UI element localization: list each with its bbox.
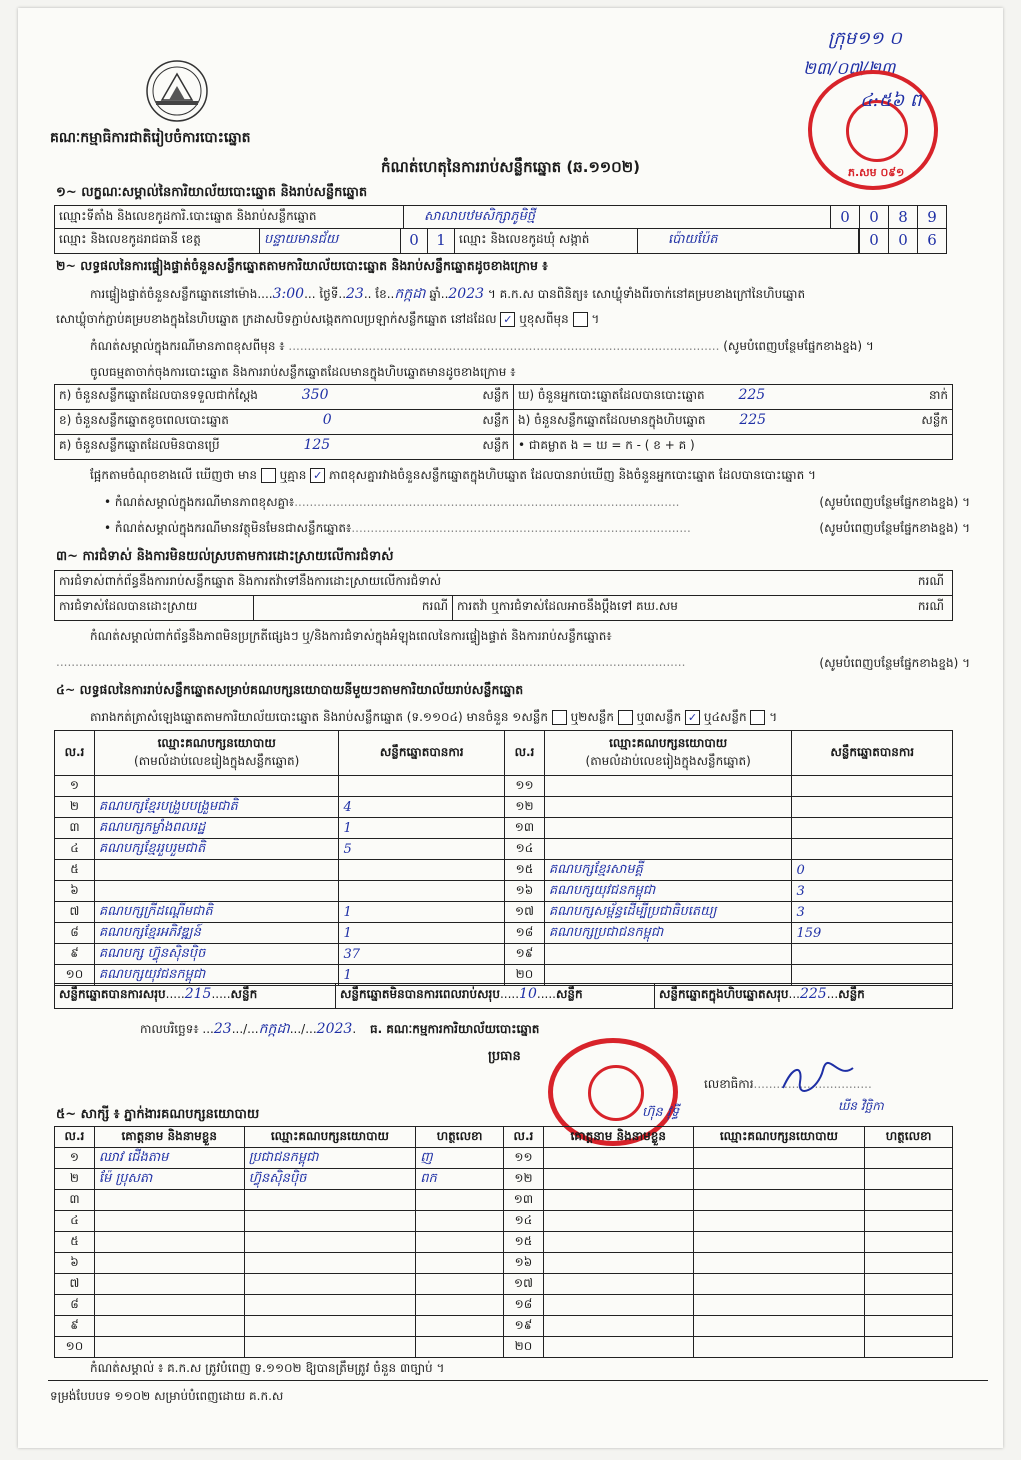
result-row xyxy=(55,881,505,902)
witness-row xyxy=(504,1211,953,1232)
witness-name xyxy=(543,1190,693,1211)
valid-votes: 37 xyxy=(339,944,505,965)
party-name xyxy=(94,860,339,881)
witness-row xyxy=(504,1253,953,1274)
secretary-line: លេខាធិការ............................... xyxy=(704,1077,872,1091)
witness-party xyxy=(693,1274,865,1295)
col-no: ល.រ xyxy=(55,1127,95,1148)
party-name: គណបក្សយុវជនកម្ពុជា xyxy=(94,965,339,986)
stamp-code: ភ.សម ០៩១ xyxy=(848,166,905,179)
witness-signature xyxy=(865,1337,953,1358)
party-name: គណបក្សខ្មែរសាមគ្គី xyxy=(544,860,792,881)
form-footer: ទម្រង់បែបបទ ១១០២ សម្រាប់បំពេញដោយ គ.ក.ស xyxy=(50,1389,284,1403)
has-difference-checkbox[interactable] xyxy=(261,468,276,483)
irregularities-note: កំណត់សម្គាល់ពាក់ព័ន្ធនឹងភាពមិនប្រក្រតីផ្សេងៗ ឬ/និងការជំទាស់ក្នុងអំឡុងពេលនៃការផ្ទៀងផ្ទាត់ និងការរាប់សន្លឹកឆ្នោត៖ xyxy=(90,629,612,643)
witness-row xyxy=(504,1148,953,1169)
col-no: ល.រ xyxy=(505,731,545,776)
result-row xyxy=(55,776,505,797)
date-year: 2023 xyxy=(316,1021,353,1037)
nec-emblem-icon xyxy=(136,54,218,128)
date-line: កាលបរិច្ឆេទ៖ ...23.../...កក្កដា.../...2023. ធ. គណៈកម្មការការិយាល័យបោះឆ្នោត xyxy=(140,1021,540,1037)
row-number: ១៤ xyxy=(504,1211,544,1232)
result-row xyxy=(55,902,505,923)
witness-name xyxy=(94,1337,244,1358)
valid-votes: 3 xyxy=(792,902,953,923)
verification-year-label: ឆ្នាំ xyxy=(429,287,441,301)
witness-party xyxy=(693,1232,865,1253)
witness-signature xyxy=(416,1295,504,1316)
witness-party xyxy=(244,1295,416,1316)
row-number: ៤ xyxy=(55,839,95,860)
row-number: ២០ xyxy=(505,965,545,986)
appeals-row: ការតវ៉ា ឬការជំទាស់ដែលអាចនឹងប្តឹងទៅ គឃ.សម ករណី xyxy=(452,595,953,621)
witness-row xyxy=(55,1337,504,1358)
unused-ballots-value: 125 xyxy=(303,437,331,453)
witness-party xyxy=(693,1253,865,1274)
witness-signature xyxy=(865,1295,953,1316)
verification-day-label: ថ្ងៃទី xyxy=(319,287,339,301)
witness-party xyxy=(693,1295,865,1316)
received-date: ២៣/០៧/២៣ xyxy=(803,59,896,79)
valid-votes: 159 xyxy=(792,923,953,944)
party-name xyxy=(544,776,792,797)
row-number: ៧ xyxy=(55,1274,95,1295)
row-number: ១៧ xyxy=(505,902,545,923)
witness-party xyxy=(244,1316,416,1337)
witness-signature xyxy=(865,1232,953,1253)
difference-note: • កំណត់សម្គាល់ក្នុងករណីមានភាពខុសគ្នា៖..................................................................................................... (សូមបំពេញបន្ថែមផ្នែកខាងខ្នង) ។ xyxy=(104,495,970,509)
witness-party xyxy=(693,1190,865,1211)
result-row xyxy=(505,902,953,923)
valid-votes xyxy=(792,797,953,818)
resolved-objections-label: ការជំទាស់ដែលបានដោះស្រាយ xyxy=(54,595,254,621)
seal-check-line: សោឃ្លុំចាក់ភ្ជាប់គម្របខាងក្នុងនៃហិបឆ្នោត ក្រដាសបិទភ្ជាប់សង្កេតកាលប្រឡាក់សន្លឹកឆ្នោត នៅដដែល ✓ ឬខុសពីមុន ។ xyxy=(56,312,600,326)
party-name xyxy=(94,881,339,902)
party-name xyxy=(544,944,792,965)
verification-time: 3:00 xyxy=(272,286,305,302)
result-row xyxy=(55,797,505,818)
result-row xyxy=(505,797,953,818)
row-number: ១ xyxy=(55,1148,95,1169)
row-number: ១០ xyxy=(55,1337,95,1358)
col-no: ល.រ xyxy=(504,1127,544,1148)
row-number: ៧ xyxy=(55,902,95,923)
row-number: ១១ xyxy=(504,1148,544,1169)
row-number: ១៥ xyxy=(504,1232,544,1253)
witness-signature xyxy=(416,1274,504,1295)
party-name: គណបក្សខ្មែរអភិវឌ្ឍន៍ xyxy=(94,923,339,944)
fill-back-note: (សូមបំពេញបន្ថែមផ្នែកខាងខ្នង) ។ xyxy=(723,339,874,353)
unused-ballots-row: គ) ចំនួនសន្លឹកឆ្នោតដែលមិនបានប្រើ 125 សន្លឹក xyxy=(54,434,514,460)
row-number: ៥ xyxy=(55,1232,95,1253)
party-name xyxy=(544,839,792,860)
row-number: ១៦ xyxy=(504,1253,544,1274)
witness-party: ប្រជាជនកម្ពុជា xyxy=(244,1148,416,1169)
valid-votes: 1 xyxy=(339,902,505,923)
row-number: ១១ xyxy=(505,776,545,797)
row-number: ១៥ xyxy=(505,860,545,881)
commune-code-digit: 6 xyxy=(917,228,947,254)
total-valid-value: 215 xyxy=(184,986,212,1002)
row-number: ១៨ xyxy=(504,1295,544,1316)
valid-votes xyxy=(792,776,953,797)
party-name: គណបក្សប្រជាជនកម្ពុជា xyxy=(544,923,792,944)
changed-checkbox[interactable] xyxy=(573,312,588,327)
valid-votes: 1 xyxy=(339,818,505,839)
witness-signature xyxy=(865,1274,953,1295)
valid-votes: 4 xyxy=(339,797,505,818)
location-code-digit: 0 xyxy=(830,205,860,229)
row-number: ៩ xyxy=(55,944,95,965)
result-row xyxy=(55,818,505,839)
witness-name xyxy=(94,1316,244,1337)
witness-signature xyxy=(416,1190,504,1211)
verification-year: 2023 xyxy=(448,286,485,302)
unchanged-checkbox[interactable]: ✓ xyxy=(500,312,515,327)
secretary-signature-icon xyxy=(778,1060,858,1096)
valid-votes xyxy=(339,776,505,797)
witness-signature: ពក xyxy=(416,1169,504,1190)
col-party: ឈ្មោះគណបក្សនយោបាយ xyxy=(693,1127,865,1148)
province-code-digit: 1 xyxy=(427,228,455,254)
date-month: កក្កដា xyxy=(258,1021,290,1037)
row-number: ១០ xyxy=(55,965,95,986)
location-label: ឈ្មោះទីតាំង និងលេខកូដការិ.បោះឆ្នោត និងរាប់សន្លឹកឆ្នោត xyxy=(54,205,404,229)
chair-name: ហ៊ុន វុទ្ធី xyxy=(642,1105,680,1120)
result-row xyxy=(505,881,953,902)
witness-signature xyxy=(865,1253,953,1274)
row-number: ៩ xyxy=(55,1316,95,1337)
chair-label: ប្រធាន xyxy=(488,1049,521,1064)
party-name: គណបក្សក្រីដណ្តើមជាតិ xyxy=(94,902,339,923)
witness-row xyxy=(55,1169,504,1190)
witness-signature xyxy=(865,1211,953,1232)
section1-heading: ១~ លក្ខណៈសម្គាល់នៃការិយាល័យបោះឆ្នោត និងរាប់សន្លឹកឆ្នោត xyxy=(56,185,368,200)
date-day: 23 xyxy=(213,1021,232,1037)
difference-note-label: កំណត់សម្គាល់ក្នុងករណីមានភាពខុសពីមុន ៖ xyxy=(90,339,285,353)
witness-row xyxy=(55,1295,504,1316)
witness-row xyxy=(504,1190,953,1211)
witness-party xyxy=(244,1253,416,1274)
party-name: គណបក្សយុវជនកម្ពុជា xyxy=(544,881,792,902)
spoiled-ballots-row: ខ) ចំនួនសន្លឹកឆ្នោតខូចពេលបោះឆ្នោត 0 សន្លឹក xyxy=(54,409,514,435)
location-code-digit: 9 xyxy=(917,205,947,229)
result-row xyxy=(55,839,505,860)
commune-label: ឈ្មោះ និងលេខកូដឃុំ សង្កាត់ xyxy=(454,228,638,254)
witness-name: ឈាវ ជើងតាម xyxy=(94,1148,244,1169)
witness-party xyxy=(693,1211,865,1232)
result-row xyxy=(55,860,505,881)
witness-row xyxy=(55,1232,504,1253)
document-title: កំណត់ហេតុនៃការរាប់សន្លឹកឆ្នោត (ឆ.១១០២) xyxy=(380,158,640,176)
row-number: ៣ xyxy=(55,818,95,839)
witness-row xyxy=(55,1190,504,1211)
col-votes: សន្លឹកឆ្នោតបានការ xyxy=(792,731,953,776)
irregularities-note-line: ..................................................................................................................................................................... (សូមបំពេញបន្ថែមផ្នែកខាងខ្នង) ។ xyxy=(56,655,970,670)
witness-row xyxy=(55,1148,504,1169)
location-value: សាលាបឋមសិក្សាភូមិថ្មី xyxy=(403,205,831,229)
row-number: ៨ xyxy=(55,923,95,944)
document-page xyxy=(18,8,1003,1448)
col-name: គោត្តនាម និងនាមខ្លួន xyxy=(543,1127,693,1148)
difference-note-line: កំណត់សម្គាល់ក្នុងករណីមានភាពខុសពីមុន ៖ ................................................................................................................. (សូមបំពេញបន្ថែមផ្នែកខាងខ្នង) ។ xyxy=(90,339,874,353)
two-sheets-checkbox[interactable] xyxy=(618,710,633,725)
witness-signature xyxy=(416,1232,504,1253)
witness-row xyxy=(55,1274,504,1295)
row-number: ១២ xyxy=(505,797,545,818)
witness-name xyxy=(543,1316,693,1337)
received-ballots-row: ក) ចំនួនសន្លឹកឆ្នោតដែលបានទទួលជាក់ស្តែង 350 សន្លឹក xyxy=(54,384,514,410)
witness-name xyxy=(94,1253,244,1274)
commune-code-digit: 0 xyxy=(888,228,918,254)
row-number: ១៩ xyxy=(505,944,545,965)
valid-votes xyxy=(339,881,505,902)
party-name xyxy=(544,818,792,839)
total-valid-row: សន្លឹកឆ្នោតបានការសរុប.....215.....សន្លឹក xyxy=(54,983,336,1009)
valid-votes: 1 xyxy=(339,923,505,944)
row-number: ៣ xyxy=(55,1190,95,1211)
valid-votes: 3 xyxy=(792,881,953,902)
row-number: ២ xyxy=(55,1169,95,1190)
no-difference-checkbox[interactable]: ✓ xyxy=(310,468,325,483)
commune-value: ប៉ោយប៉ែត xyxy=(637,228,859,254)
witness-party xyxy=(244,1190,416,1211)
witness-signature xyxy=(865,1169,953,1190)
valid-votes xyxy=(339,860,505,881)
verification-text: ។ គ.ក.ស បានពិនិត្យ៖ សោឃ្លុំទាំងពីរចាក់នៅគម្របខាងក្រៅនៃហិបឆ្នោត xyxy=(487,287,806,301)
witness-party xyxy=(244,1274,416,1295)
committee-label: ធ. គណៈកម្មការការិយាល័យបោះឆ្នោត xyxy=(369,1022,540,1036)
row-number: ៤ xyxy=(55,1211,95,1232)
results-table-left xyxy=(54,730,505,986)
province-value: បន្ទាយមានជ័យ xyxy=(259,228,401,254)
witness-name xyxy=(543,1253,693,1274)
verification-day: 23 xyxy=(346,286,364,302)
valid-votes xyxy=(792,839,953,860)
row-number: ២០ xyxy=(504,1337,544,1358)
ballots-in-box-row: ង) ចំនួនសន្លឹកឆ្នោតដែលមានក្នុងហិបឆ្នោត 225 សន្លឹក xyxy=(513,409,953,435)
row-number: ២ xyxy=(55,797,95,818)
col-votes: សន្លឹកឆ្នោតបានការ xyxy=(339,731,505,776)
location-code-digit: 0 xyxy=(859,205,889,229)
witness-row xyxy=(504,1274,953,1295)
witness-party xyxy=(244,1211,416,1232)
col-party: ឈ្មោះគណបក្សនយោបាយ xyxy=(244,1127,416,1148)
witness-name xyxy=(543,1148,693,1169)
organization-name: គណៈកម្មាធិការជាតិរៀបចំការបោះឆ្នោត xyxy=(50,130,251,146)
col-name: គោត្តនាម និងនាមខ្លួន xyxy=(94,1127,244,1148)
result-row xyxy=(505,923,953,944)
objections-row: ការជំទាស់ពាក់ព័ន្ធនឹងការរាប់សន្លឹកឆ្នោត និងការតវ៉ាទៅនឹងការដោះស្រាយលើការជំទាស់ ករណី xyxy=(54,570,953,596)
row-number: ១៣ xyxy=(505,818,545,839)
row-number: ១៤ xyxy=(505,839,545,860)
witness-party xyxy=(693,1169,865,1190)
witness-row xyxy=(504,1295,953,1316)
witness-party xyxy=(244,1337,416,1358)
total-invalid-row: សន្លឹកឆ្នោតមិនបានការពេលរាប់សរុប.....10.....សន្លឹក xyxy=(335,983,655,1009)
received-note: ក្រុម១១ ០ xyxy=(828,28,902,49)
received-time: ៤:៥៦ ព xyxy=(860,90,922,111)
witness-party xyxy=(693,1316,865,1337)
witness-table-right xyxy=(503,1126,953,1358)
verification-line: ការផ្ទៀងផ្ទាត់ចំនួនសន្លឹកឆ្នោតនៅម៉ោង....3:00... ថ្ងៃទី..23.. ខែ..កក្កដា ឆ្នាំ..2023 ។ គ.ក.ស បានពិនិត្យ៖ សោឃ្លុំទាំងពីរចាក់នៅគម្របខាងក្រៅនៃហិបឆ្នោត xyxy=(90,286,806,302)
witness-signature: ញ xyxy=(416,1148,504,1169)
total-invalid-value: 10 xyxy=(519,986,537,1002)
result-row xyxy=(55,923,505,944)
valid-votes: 5 xyxy=(339,839,505,860)
witness-signature xyxy=(865,1316,953,1337)
col-sign: ហត្ថលេខា xyxy=(865,1127,953,1148)
received-ballots-value: 350 xyxy=(301,387,329,403)
province-label: ឈ្មោះ និងលេខកូដរាជធានី ខេត្ត xyxy=(54,228,260,254)
witness-row xyxy=(55,1253,504,1274)
witness-table-left xyxy=(54,1126,504,1358)
witness-name xyxy=(543,1274,693,1295)
valid-votes: 0 xyxy=(792,860,953,881)
col-party: ឈ្មោះគណបក្សនយោបាយ (តាមលំដាប់លេខរៀងក្នុងសន្លឹកឆ្នោត) xyxy=(94,731,339,776)
party-name: គណបក្សខ្មែរបង្រួបបង្រួមជាតិ xyxy=(94,797,339,818)
witness-name xyxy=(543,1337,693,1358)
valid-votes xyxy=(792,944,953,965)
row-number: ១៣ xyxy=(504,1190,544,1211)
witness-signature xyxy=(416,1211,504,1232)
witness-row xyxy=(504,1337,953,1358)
party-name: គណបក្សកម្លាំងពលរដ្ឋ xyxy=(94,818,339,839)
witness-name xyxy=(543,1169,693,1190)
witness-name xyxy=(543,1232,693,1253)
row-number: ៨ xyxy=(55,1295,95,1316)
ballots-in-box-value: 225 xyxy=(739,412,767,428)
row-number: ១២ xyxy=(504,1169,544,1190)
voters-value: 225 xyxy=(738,387,766,403)
party-name xyxy=(544,797,792,818)
row-number: ១៨ xyxy=(505,923,545,944)
results-table-right xyxy=(504,730,953,986)
tally-sheet-count: តារាងកត់ត្រាសំឡេងឆ្នោតតាមការិយាល័យបោះឆ្នោត និងរាប់សន្លឹកឆ្នោត (ទ.១១០៤) មានចំនួន ១សន្លឹក ឬ២សន្លឹក ឬ៣សន្លឹក ✓ ឬ៤សន្លឹក ។ xyxy=(90,710,778,724)
seal-check-text: សោឃ្លុំចាក់ភ្ជាប់គម្របខាងក្នុងនៃហិបឆ្នោត ក្រដាសបិទភ្ជាប់សង្កេតកាលប្រឡាក់សន្លឹកឆ្នោត នៅដដែល xyxy=(56,312,497,326)
total-box-row: សន្លឹកឆ្នោតក្នុងហិបឆ្នោតសរុប...225...សន្លឹក xyxy=(654,983,953,1009)
one-sheet-checkbox[interactable] xyxy=(552,710,567,725)
row-number: ១៦ xyxy=(505,881,545,902)
witness-party xyxy=(693,1337,865,1358)
col-party: ឈ្មោះគណបក្សនយោបាយ (តាមលំដាប់លេខរៀងក្នុងសន្លឹកឆ្នោត) xyxy=(544,731,792,776)
result-row xyxy=(505,818,953,839)
section3-heading: ៣~ ការជំទាស់ និងការមិនយល់ស្របតាមការដោះស្រាយលើការជំទាស់ xyxy=(56,549,394,564)
footer-divider xyxy=(48,1380,988,1381)
voters-row: ឃ) ចំនួនអ្នកបោះឆ្នោតដែលបានបោះឆ្នោត 225 នាក់ xyxy=(513,384,953,410)
total-box-value: 225 xyxy=(799,986,827,1002)
col-sign: ហត្ថលេខា xyxy=(416,1127,504,1148)
changed-label: ឬខុសពីមុន xyxy=(519,312,569,326)
witness-row xyxy=(504,1316,953,1337)
footnote: កំណត់សម្គាល់ ៖ គ.ក.ស ត្រូវបំពេញ ទ.១១០២ ឱ្យបានត្រឹមត្រូវ ចំនួន ៣ច្បាប់ ។ xyxy=(90,1361,445,1375)
witness-row xyxy=(504,1169,953,1190)
witness-signature xyxy=(865,1148,953,1169)
row-number: ១៧ xyxy=(504,1274,544,1295)
section5-heading: ៥~ សាក្សី ៖ ភ្នាក់ងារគណបក្សនយោបាយ xyxy=(56,1107,260,1122)
witness-row xyxy=(55,1211,504,1232)
section4-heading: ៤~ លទ្ធផលនៃការរាប់សន្លឹកឆ្នោតសម្រាប់គណបក្សនយោបាយនីមួយៗតាមការិយាល័យរាប់សន្លឹកឆ្នោត xyxy=(56,682,524,697)
witness-name xyxy=(94,1295,244,1316)
verification-month: កក្កដា xyxy=(394,286,426,302)
four-sheets-checkbox[interactable] xyxy=(750,710,765,725)
row-number: ៦ xyxy=(55,1253,95,1274)
verification-time-label: ការផ្ទៀងផ្ទាត់ចំនួនសន្លឹកឆ្នោតនៅម៉ោង xyxy=(90,287,258,301)
verification-month-label: ខែ xyxy=(375,287,387,301)
valid-votes: 1 xyxy=(339,965,505,986)
valid-votes xyxy=(792,818,953,839)
party-name: គណបក្ស ហ៊្វុនស៊ិនប៉ិច xyxy=(94,944,339,965)
witness-party xyxy=(693,1148,865,1169)
witness-signature xyxy=(416,1253,504,1274)
party-name: គណបក្សខ្មែររួបរួមជាតិ xyxy=(94,839,339,860)
witness-signature xyxy=(865,1190,953,1211)
witness-name xyxy=(543,1211,693,1232)
witness-name xyxy=(94,1232,244,1253)
foreign-object-note: • កំណត់សម្គាល់ក្នុងករណីមានវត្ថុមិនមែនជាសន្លឹកឆ្នោត៖......................................................................................... (សូមបំពេញបន្ថែមផ្នែកខាងខ្នង) ។ xyxy=(104,521,970,535)
location-code-digit: 8 xyxy=(888,205,918,229)
witness-party xyxy=(244,1232,416,1253)
three-sheets-checkbox[interactable]: ✓ xyxy=(685,710,700,725)
witness-name xyxy=(543,1295,693,1316)
spoiled-ballots-value: 0 xyxy=(322,412,332,428)
row-number: ១៩ xyxy=(504,1316,544,1337)
row-number: ៥ xyxy=(55,860,95,881)
col-no: ល.រ xyxy=(55,731,95,776)
witness-signature xyxy=(416,1337,504,1358)
party-name: គណបក្សសម្ព័ន្ធដើម្បីប្រជាធិបតេយ្យ xyxy=(544,902,792,923)
witness-name: ម៉ែ ប្រុសតា xyxy=(94,1169,244,1190)
witness-name xyxy=(94,1190,244,1211)
row-number: ៦ xyxy=(55,881,95,902)
resolved-objections-unit: ករណី xyxy=(253,595,453,621)
row-number: ១ xyxy=(55,776,95,797)
ballot-intro: ចូលធម្មតាចាក់ចុងការបោះឆ្នោត និងការរាប់សន្លឹកឆ្នោតដែលមានក្នុងហិបឆ្នោតមានដូចខាងក្រោម ៖ xyxy=(90,365,516,379)
result-row xyxy=(55,944,505,965)
result-row xyxy=(505,839,953,860)
province-code-digit: 0 xyxy=(400,228,428,254)
secretary-name: ឃីន វិច្ឆិកា xyxy=(838,1099,884,1113)
witness-signature xyxy=(416,1316,504,1337)
witness-name xyxy=(94,1274,244,1295)
comparison-line: ផ្អែកតាមចំណុចខាងលើ ឃើញថា មាន ឬគ្មាន ✓ ភាពខុសគ្នារវាងចំនួនសន្លឹកឆ្នោតក្នុងហិបឆ្នោត ដែលបានរាប់ឃើញ និងចំនួនអ្នកបោះឆ្នោត ដែលបានបោះឆ្នោត ។ xyxy=(90,468,816,482)
witness-party: ហ៊្វុនស៊ិនប៉ិច xyxy=(244,1169,416,1190)
formula: • ជាគម្លាត ង = ឃ = ក - ( ខ + គ ) xyxy=(513,434,953,460)
result-row xyxy=(505,944,953,965)
result-row xyxy=(505,776,953,797)
witness-row xyxy=(55,1316,504,1337)
section2-heading: ២~ លទ្ធផលនៃការផ្ទៀងផ្ទាត់ចំនួនសន្លឹកឆ្នោតតាមការិយាល័យបោះឆ្នោត និងរាប់សន្លឹកឆ្នោតដូចខាងក្រោម ៖ xyxy=(56,258,548,273)
witness-name xyxy=(94,1211,244,1232)
party-name xyxy=(94,776,339,797)
result-row xyxy=(505,860,953,881)
witness-row xyxy=(504,1232,953,1253)
commune-code-digit: 0 xyxy=(859,228,889,254)
